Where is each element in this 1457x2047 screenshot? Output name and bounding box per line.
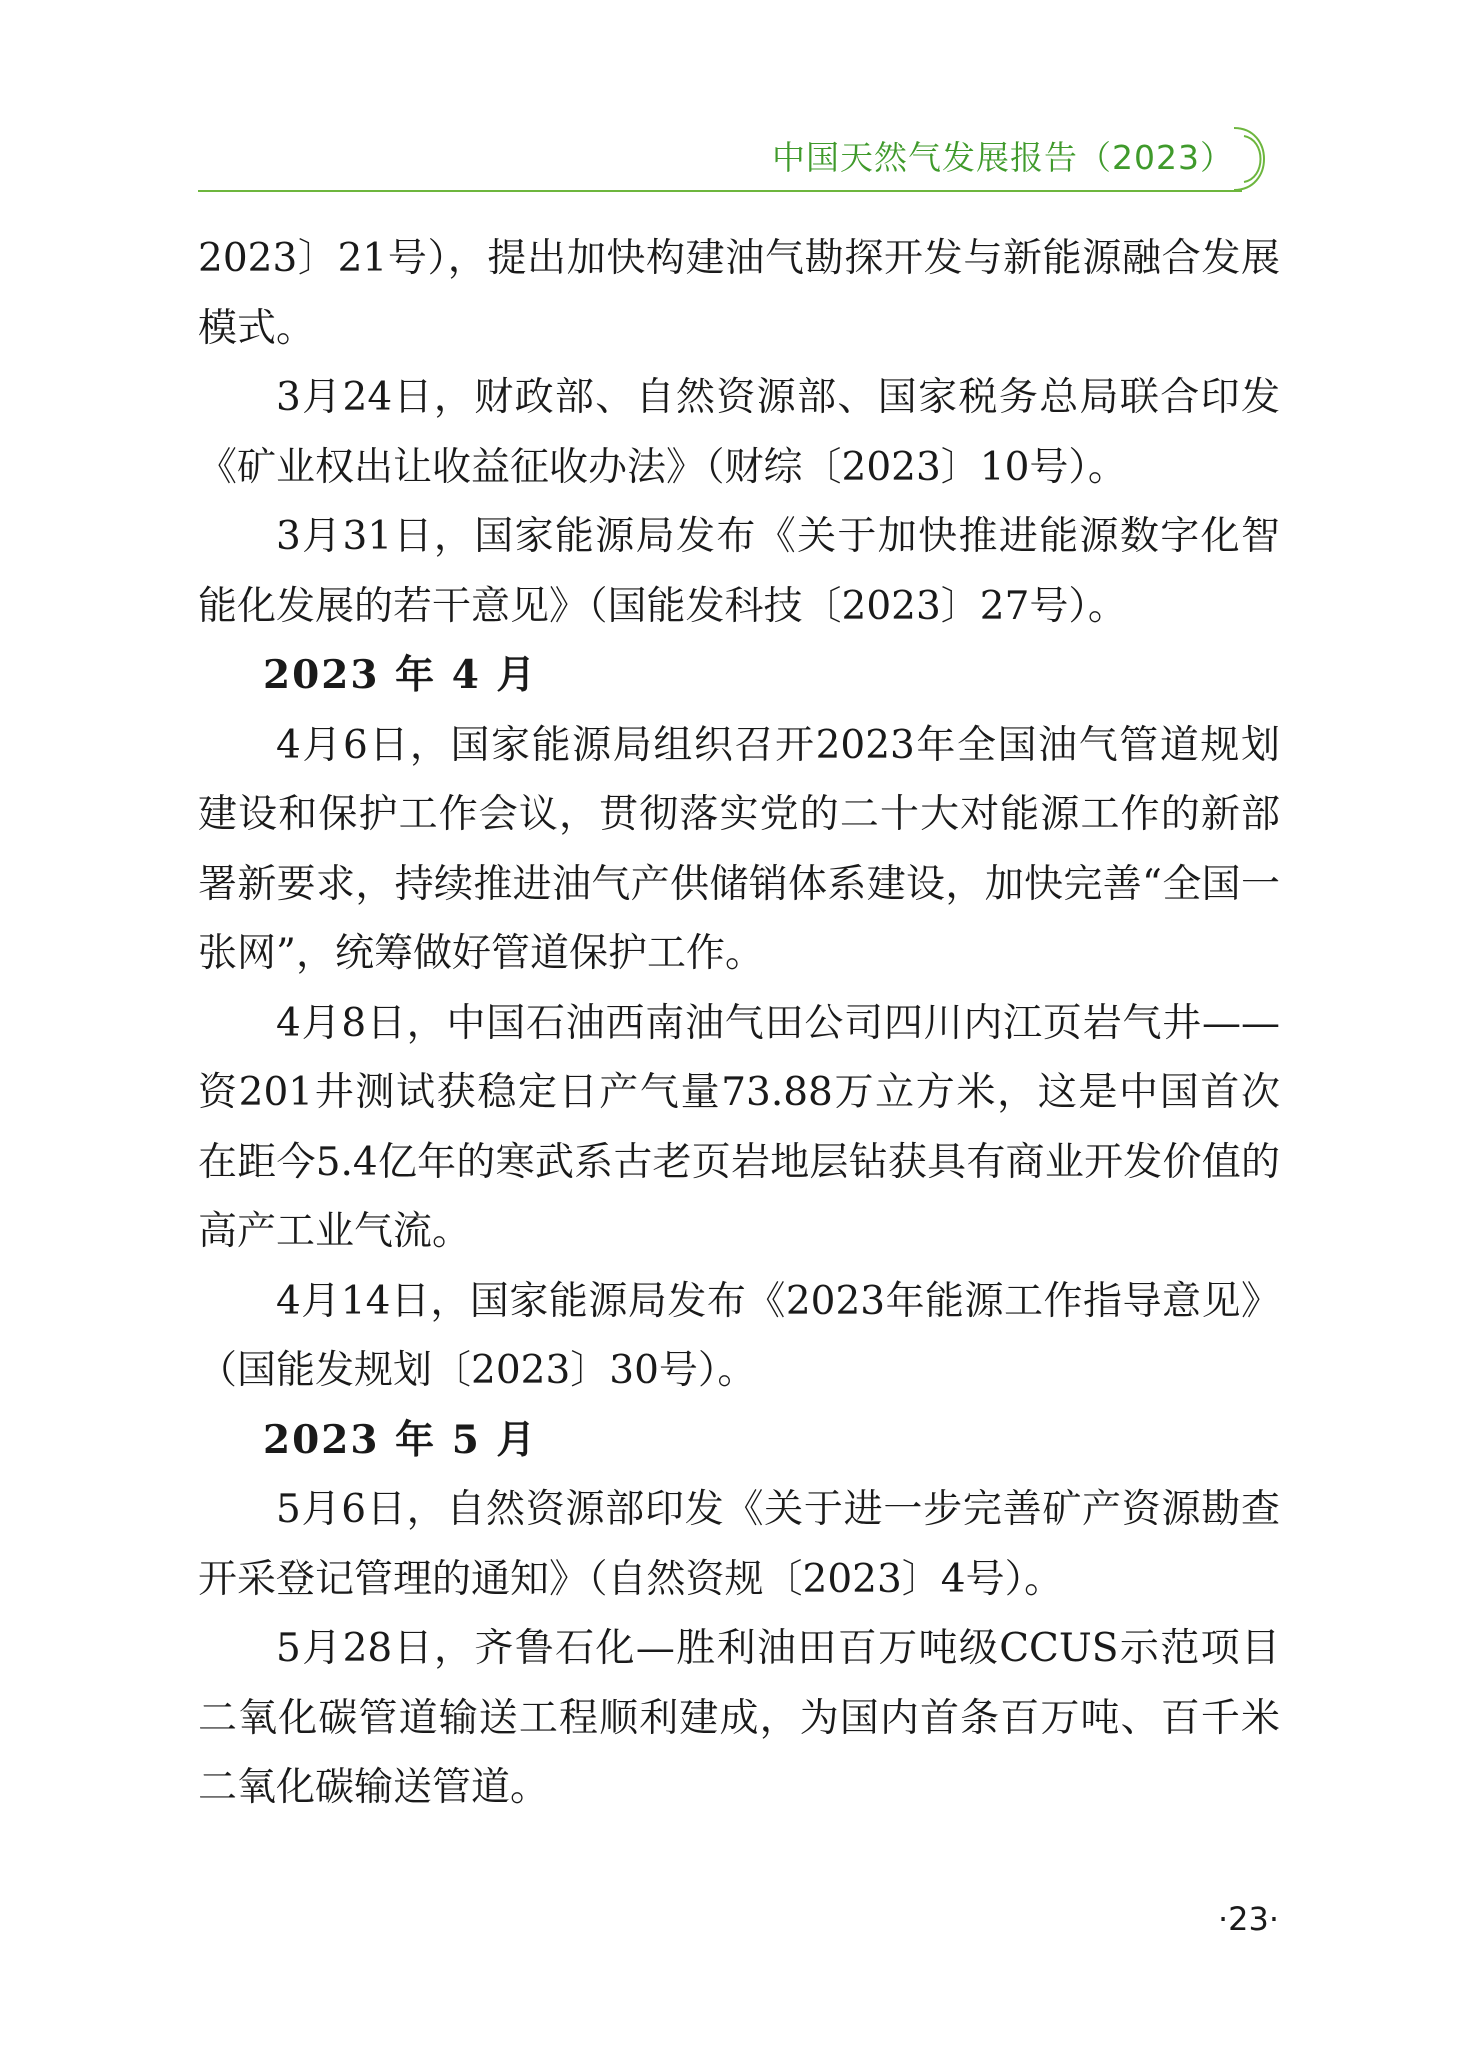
section-heading-may: 2023 年 5 月 [263, 1416, 538, 1463]
paragraph-may-6: 5月6日，自然资源部印发《关于进一步完善矿产资源勘查开采登记管理的通知》（自然资规〔2023〕4号）。 [198, 1487, 1280, 1602]
paragraph-april-8: 4月8日，中国石油西南油气田公司四川内江页岩气井——资201井测试获稳定日产气量73.88万立方米，这是中国首次在距今5.4亿年的寒武系古老页岩地层钻获具有商业开发价值的高产工业气流。 [198, 1000, 1280, 1254]
header-arc-decoration [1230, 126, 1280, 192]
paragraph-march-24: 3月24日，财政部、自然资源部、国家税务总局联合印发《矿业权出让收益征收办法》（财综〔2023〕10号）。 [198, 375, 1280, 490]
header-rule [198, 190, 1242, 192]
paragraph-march-31: 3月31日，国家能源局发布《关于加快推进能源数字化智能化发展的若干意见》（国能发科技〔2023〕27号）。 [198, 514, 1280, 629]
paragraph-may-28: 5月28日，齐鲁石化—胜利油田百万吨级CCUS示范项目二氧化碳管道输送工程顺利建成，为国内首条百万吨、百千米二氧化碳输送管道。 [198, 1626, 1280, 1810]
section-heading-april: 2023 年 4 月 [263, 652, 538, 698]
chronology-body [198, 224, 1280, 1823]
paragraph-april-14: 4月14日，国家能源局发布《2023年能源工作指导意见》（国能发规划〔2023〕30号）。 [198, 1278, 1280, 1393]
page-number: ·23· [1217, 1900, 1279, 1938]
paragraph-april-6: 4月6日，国家能源局组织召开2023年全国油气管道规划建设和保护工作会议，贯彻落实党的二十大对能源工作的新部署新要求，持续推进油气产供储销体系建设，加快完善“全国一张网”，统筹做好管道保护工作。 [198, 722, 1280, 976]
header-title: 中国天然气发展报告（2023） [772, 138, 1234, 177]
paragraph-continued: 2023〕21号），提出加快构建油气勘探开发与新能源融合发展模式。 [198, 236, 1280, 351]
running-header [198, 122, 1280, 192]
